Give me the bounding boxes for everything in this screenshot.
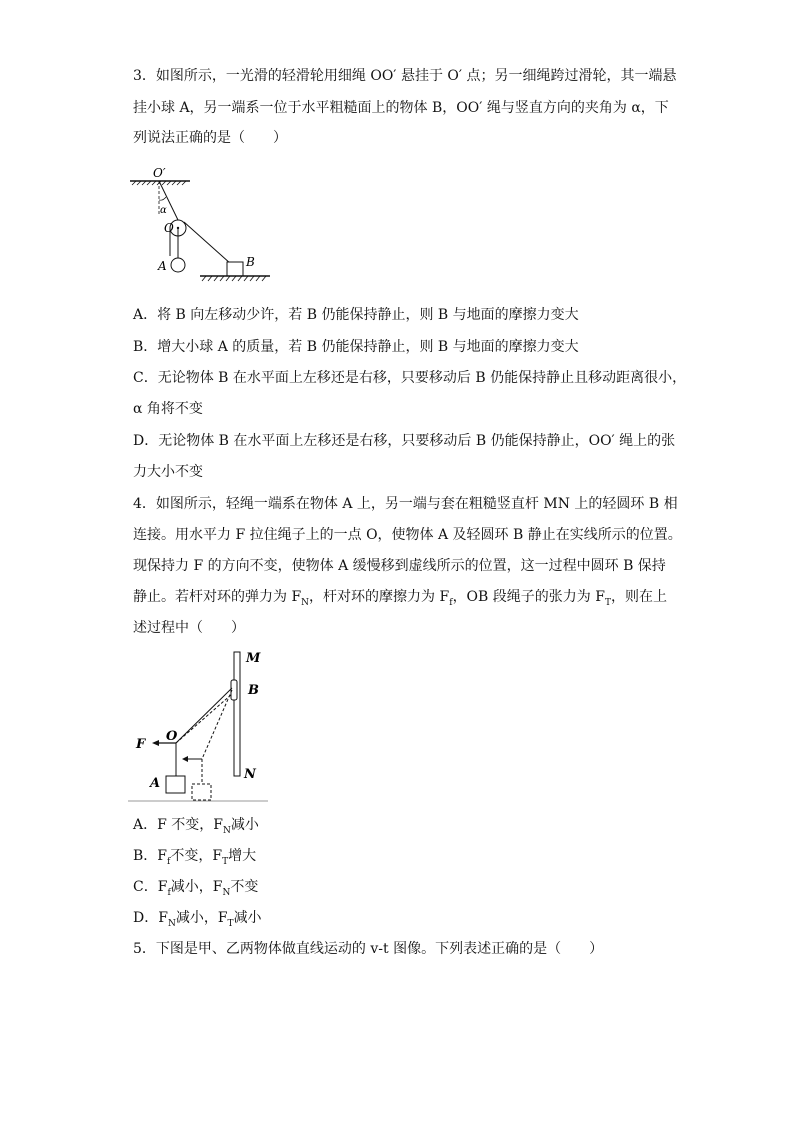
label-b: B: [248, 683, 259, 698]
q4-line-5: 述过程中（ ）: [133, 620, 245, 636]
label-alpha: α: [160, 205, 167, 216]
label-a: A: [158, 259, 167, 273]
label-m: M: [246, 651, 261, 666]
q4-option-b: B．$F_f$不变，$F_T$增大: [133, 848, 257, 867]
label-a: A: [150, 776, 161, 791]
q5-line-1: 5．下图是甲、乙两物体做直线运动的 v-t 图像。下列表述正确的是（ ）: [133, 941, 604, 957]
q3-option-c: C．无论物体 B 在水平面上左移还是右移，只要移动后 B 仍能保持静止且移动距离很小，: [133, 370, 687, 386]
q4-rod-figure: [128, 646, 273, 810]
q4-line-1: 4．如图所示，轻绳一端系在物体 A 上，另一端与套在粗糙竖直杆 MN 上的轻圆环 B 相: [133, 496, 678, 512]
q3-option-d: D．无论物体 B 在水平面上左移还是右移，只要移动后 B 仍能保持静止，OO′ 绳上的张: [133, 433, 676, 449]
label-b: B: [246, 255, 255, 269]
q3-option-b: B．增大小球 A 的质量，若 B 仍能保持静止，则 B 与地面的摩擦力变大: [133, 339, 579, 355]
q3-option-a: A．将 B 向左移动少许，若 B 仍能保持静止，则 B 与地面的摩擦力变大: [133, 307, 579, 323]
label-o: O: [166, 729, 178, 744]
q3-line-1: 3．如图所示，一光滑的轻滑轮用细绳 OO′ 悬挂于 O′ 点；另一细绳跨过滑轮，其一端悬: [133, 68, 677, 84]
label-n: N: [244, 767, 256, 782]
label-o: O: [164, 221, 174, 235]
q4-option-d: D．$F_N$减小，$F_T$减小: [133, 910, 262, 929]
q4-line-3: 现保持力 F 的方向不变，使物体 A 缓慢移到虚线所示的位置，这一过程中圆环 B 保持: [133, 558, 666, 574]
q3-option-d-cont: 力大小不变: [133, 464, 203, 480]
label-f: F: [136, 737, 146, 752]
q4-option-a: A．F 不变，$F_N$减小: [133, 817, 259, 836]
q4-option-c: C．$F_f$减小，$F_N$不变: [133, 879, 259, 898]
q3-option-c-cont: α 角将不变: [133, 401, 203, 417]
q4-line-4: 静止。若杆对环的弹力为 $F_N$，杆对环的摩擦力为 $F_f$，OB 段绳子的张力为 $F_T$，则在上: [133, 589, 667, 608]
q3-line-3: 列说法正确的是（ ）: [133, 130, 287, 146]
q3-line-2: 挂小球 A，另一端系一位于水平粗糙面上的物体 B，OO′ 绳与竖直方向的夹角为 α，下: [133, 100, 669, 116]
q3-pulley-figure: [120, 160, 280, 294]
label-o-prime: O′: [153, 166, 166, 180]
q4-line-2: 连接。用水平力 F 拉住绳子上的一点 O，使物体 A 及轻圆环 B 静止在实线所示的位置。: [133, 527, 682, 543]
